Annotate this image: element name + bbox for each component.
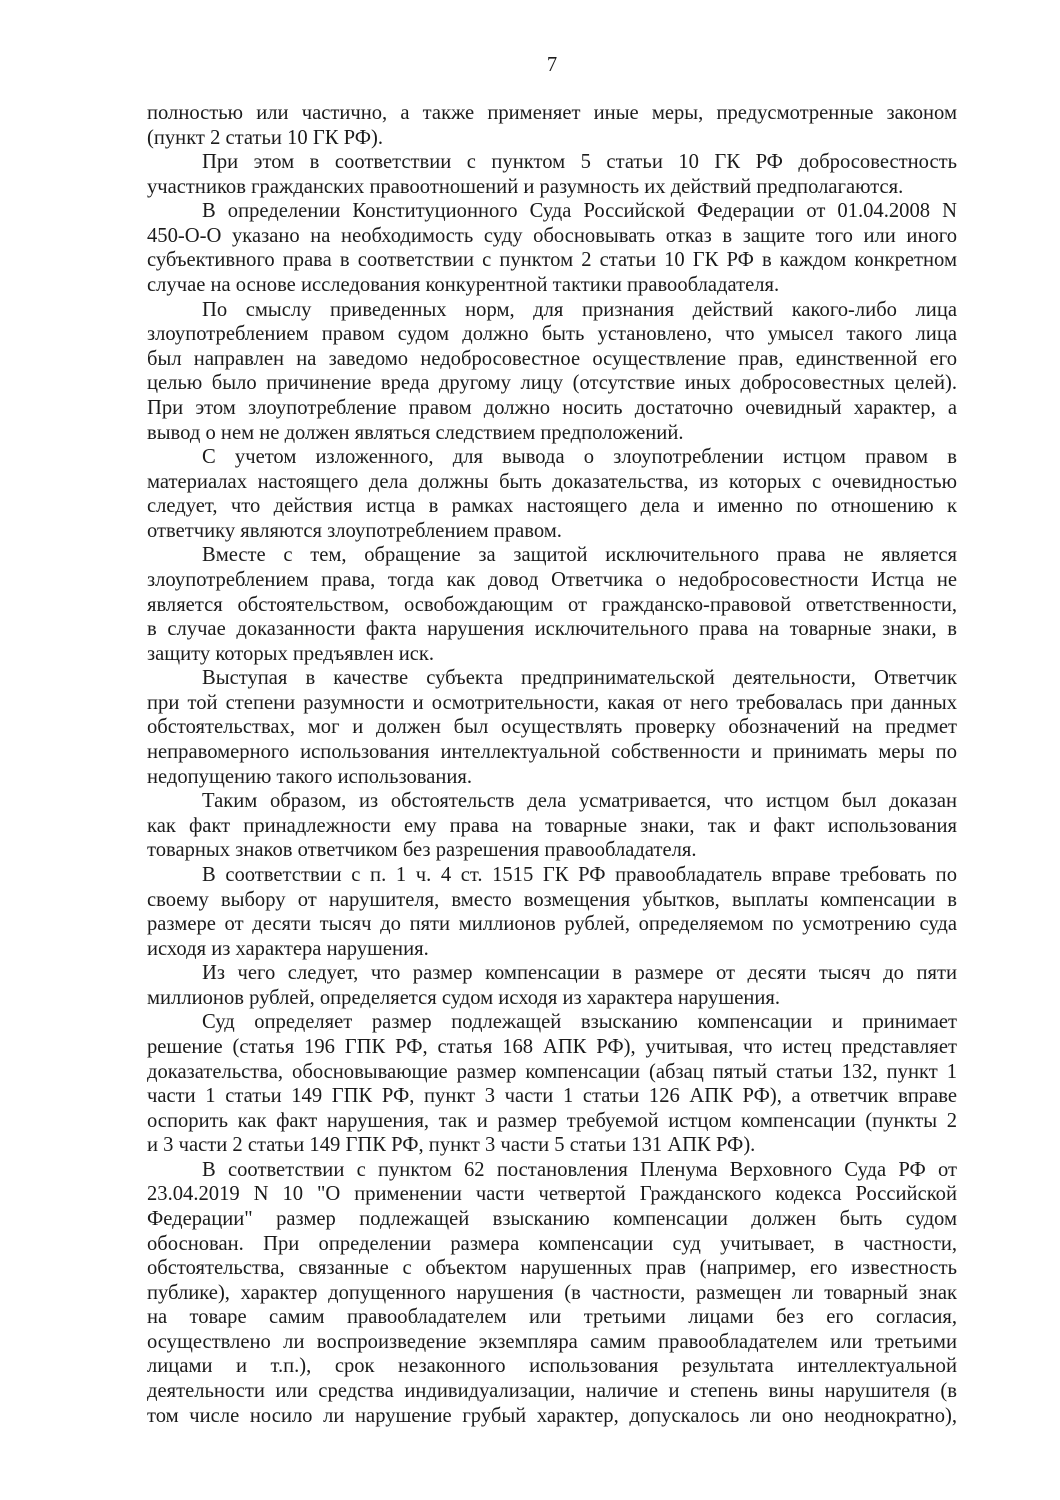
text-line: Таким образом, из обстоятельств дела усматривается, что истцом был доказан [202, 790, 957, 813]
text-line: лицами и т.п.), срок незаконного использования результата интеллектуальной [147, 1355, 957, 1378]
paragraph [147, 445, 957, 543]
text-line: С учетом изложенного, для вывода о злоупотреблении истцом правом в [202, 446, 957, 469]
text-line: и 3 части 2 статьи 149 ГПК РФ, пункт 3 части 5 статьи 131 АПК РФ). [147, 1134, 756, 1157]
paragraph [147, 961, 957, 1010]
paragraph [147, 789, 957, 863]
text-line: обстоятельства, связанные с объектом нарушенных прав (например, его известность [147, 1257, 957, 1280]
text-line: субъективного права в соответствии с пунктом 2 статьи 10 ГК РФ в каждом конкретном [147, 249, 957, 272]
text-line: части 1 статьи 149 ГПК РФ, пункт 3 части 1 статьи 126 АПК РФ), а ответчик вправе [147, 1085, 957, 1108]
paragraph [147, 666, 957, 789]
text-line: ответчику являются злоупотреблением правом. [147, 519, 562, 542]
text-line: доказательства, обосновывающие размер компенсации (абзац пятый статьи 132, пункт 1 [147, 1060, 957, 1083]
text-line: миллионов рублей, определяется судом исходя из характера нарушения. [147, 986, 781, 1009]
text-line: решение (статья 196 ГПК РФ, статья 168 АПК РФ), учитывая, что истец представляет [147, 1035, 957, 1058]
paragraph [147, 543, 957, 666]
text-line: защиту которых предъявлен иск. [147, 642, 435, 665]
text-line: участников гражданских правоотношений и разумность их действий предполагаются. [147, 175, 904, 198]
text-line: 23.04.2019 N 10 "О применении части четвертой Гражданского кодекса Российской [147, 1183, 957, 1206]
text-line: неправомерного использования интеллектуальной собственности и принимать меры по [147, 741, 957, 764]
text-line: В соответствии с п. 1 ч. 4 ст. 1515 ГК РФ правообладатель вправе требовать по [202, 863, 957, 886]
text-line: недопущению такого использования. [147, 765, 473, 788]
text-line: (пункт 2 статьи 10 ГК РФ). [147, 126, 383, 149]
text-line: обоснован. При определении размера компенсации суд учитывает, в частности, [147, 1232, 957, 1255]
text-line: том числе носило ли нарушение грубый характер, допускалось ли оно неоднократно), [147, 1404, 957, 1427]
text-line: осуществлено ли воспроизведение экземпляра самим правообладателем или третьими [147, 1330, 957, 1353]
text-line: Выступая в качестве субъекта предпринимательской деятельности, Ответчик [202, 667, 957, 690]
paragraph [147, 1158, 957, 1428]
text-line: публике), характер допущенного нарушения (в частности, размещен ли товарный знак [147, 1281, 957, 1304]
text-line: Федерации" размер подлежащей взысканию компенсации должен быть судом [147, 1208, 957, 1231]
paragraph [147, 863, 957, 961]
text-line: 450-О-О указано на необходимость суду обосновывать отказ в защите того или иного [147, 224, 957, 247]
text-line: Вместе с тем, обращение за защитой исключительного права не является [202, 544, 957, 567]
text-line: По смыслу приведенных норм, для признания действий какого-либо лица [202, 298, 957, 321]
document-body [147, 101, 957, 1428]
text-line: обстоятельствах, мог и должен был осуществлять проверку обозначений на предмет [147, 716, 957, 739]
text-line: своему выбору от нарушителя, вместо возмещения убытков, выплаты компенсации в [147, 888, 957, 911]
paragraph [147, 199, 957, 297]
paragraph [147, 298, 957, 445]
paragraph [147, 150, 957, 199]
text-line: целью было причинение вреда другому лицу (отсутствие иных добросовестных целей). [147, 372, 957, 395]
text-line: в случае доказанности факта нарушения исключительного права на товарные знаки, в [147, 618, 957, 641]
paragraph [147, 101, 957, 150]
text-line: полностью или частично, а также применяет иные меры, предусмотренные законом [147, 102, 957, 124]
text-line: В определении Конституционного Суда Российской Федерации от 01.04.2008 N [202, 200, 957, 223]
text-line: Из чего следует, что размер компенсации в размере от десяти тысяч до пяти [202, 962, 957, 985]
text-line: Суд определяет размер подлежащей взысканию компенсации и принимает [202, 1011, 957, 1034]
text-line: При этом в соответствии с пунктом 5 статьи 10 ГК РФ добросовестность [202, 151, 957, 174]
text-line: был направлен на заведомо недобросовестное осуществление прав, единственной его [147, 347, 957, 370]
text-line: В соответствии с пунктом 62 постановления Пленума Верховного Суда РФ от [202, 1158, 957, 1181]
text-line: исходя из характера нарушения. [147, 937, 429, 960]
text-line: как факт принадлежности ему права на товарные знаки, так и факт использования [147, 814, 957, 837]
text-line: деятельности или средства индивидуализации, наличие и степень вины нарушителя (в [147, 1380, 957, 1403]
text-line: при той степени разумности и осмотрительности, какая от него требовалась при данных [147, 691, 957, 714]
text-line: товарных знаков ответчиком без разрешения правообладателя. [147, 839, 697, 862]
text-line: оспорить как факт нарушения, так и размер требуемой истцом компенсации (пункты 2 [147, 1109, 957, 1132]
text-line: злоупотреблением права, тогда как довод Ответчика о недобросовестности Истца не [147, 568, 957, 591]
paragraph [147, 1010, 957, 1157]
text-line: является обстоятельством, освобождающим от гражданско-правовой ответственности, [147, 593, 957, 616]
text-line: злоупотреблением правом судом должно быть установлено, что умысел такого лица [147, 323, 957, 346]
text-line: следует, что действия истца в рамках настоящего дела и именно по отношению к [147, 495, 957, 518]
text-line: материалах настоящего дела должны быть доказательства, из которых с очевидностью [147, 470, 957, 493]
text-line: на товаре самим правообладателем или третьими лицами без его согласия, [147, 1306, 957, 1329]
page-number: 7 [546, 54, 558, 76]
text-line: вывод о нем не должен являться следствием предположений. [147, 421, 684, 444]
text-line: размере от десяти тысяч до пяти миллионов рублей, определяемом по усмотрению суда [147, 913, 957, 936]
text-line: случае на основе исследования конкурентной тактики правообладателя. [147, 274, 780, 297]
text-line: При этом злоупотребление правом должно носить достаточно очевидный характер, а [147, 396, 957, 419]
